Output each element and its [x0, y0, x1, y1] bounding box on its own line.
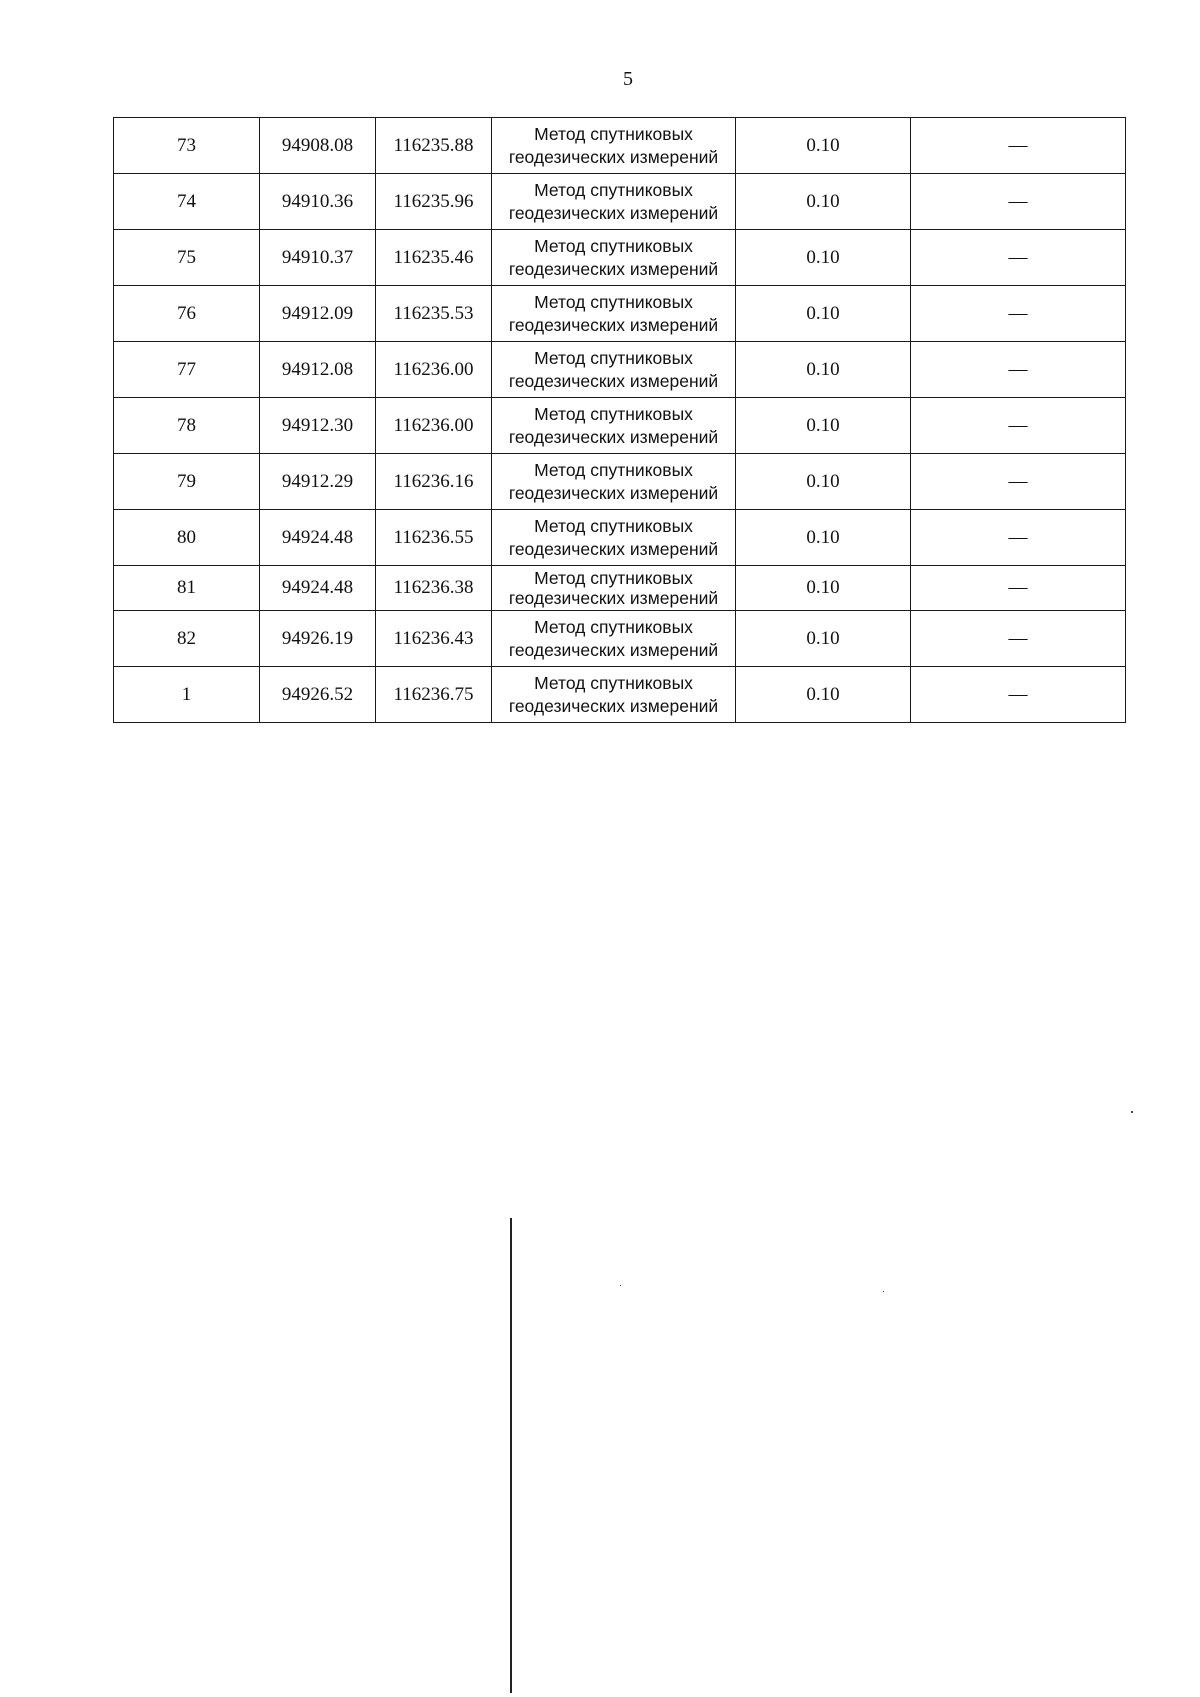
note-cell: —	[911, 566, 1126, 611]
method-cell	[492, 286, 736, 342]
note-cell: —	[911, 510, 1126, 566]
note-cell: —	[911, 342, 1126, 398]
note-cell: —	[911, 230, 1126, 286]
table-row	[114, 174, 1126, 230]
note-cell: —	[911, 398, 1126, 454]
scan-speck	[620, 1285, 621, 1286]
table-row	[114, 286, 1126, 342]
x-coordinate-cell: 94908.08	[260, 118, 376, 174]
coordinates-table	[113, 117, 1126, 723]
method-line-1: Метод спутниковых	[534, 291, 693, 312]
method-line-1: Метод спутниковых	[534, 347, 693, 368]
x-coordinate-cell: 94912.29	[260, 454, 376, 510]
accuracy-cell: 0.10	[736, 118, 911, 174]
accuracy-cell: 0.10	[736, 286, 911, 342]
method-line-2: геодезических измерений	[508, 146, 719, 167]
table-row	[114, 342, 1126, 398]
method-cell	[492, 611, 736, 667]
accuracy-cell: 0.10	[736, 174, 911, 230]
point-number-cell: 78	[114, 398, 260, 454]
y-coordinate-cell: 116236.00	[376, 342, 492, 398]
accuracy-cell: 0.10	[736, 510, 911, 566]
point-number-cell: 75	[114, 230, 260, 286]
method-cell	[492, 510, 736, 566]
accuracy-cell: 0.10	[736, 398, 911, 454]
x-coordinate-cell: 94910.37	[260, 230, 376, 286]
x-coordinate-cell: 94926.19	[260, 611, 376, 667]
scan-speck	[883, 1291, 884, 1292]
method-line-2: геодезических измерений	[508, 588, 719, 608]
method-line-1: Метод спутниковых	[534, 459, 693, 480]
table-row	[114, 118, 1126, 174]
accuracy-cell: 0.10	[736, 667, 911, 723]
page-number: 5	[623, 68, 633, 90]
accuracy-cell: 0.10	[736, 454, 911, 510]
method-line-2: геодезических измерений	[508, 258, 719, 279]
point-number-cell: 81	[114, 566, 260, 611]
method-cell	[492, 398, 736, 454]
method-line-2: геодезических измерений	[508, 202, 719, 223]
x-coordinate-cell: 94924.48	[260, 510, 376, 566]
method-line-2: геодезических измерений	[508, 482, 719, 503]
method-line-1: Метод спутниковых	[534, 123, 693, 144]
y-coordinate-cell: 116236.75	[376, 667, 492, 723]
point-number-cell: 79	[114, 454, 260, 510]
table-row	[114, 667, 1126, 723]
y-coordinate-cell: 116236.43	[376, 611, 492, 667]
x-coordinate-cell: 94926.52	[260, 667, 376, 723]
y-coordinate-cell: 116235.96	[376, 174, 492, 230]
note-cell: —	[911, 286, 1126, 342]
y-coordinate-cell: 116236.38	[376, 566, 492, 611]
method-cell	[492, 342, 736, 398]
point-number-cell: 1	[114, 667, 260, 723]
method-line-1: Метод спутниковых	[534, 235, 693, 256]
method-cell	[492, 174, 736, 230]
method-line-2: геодезических измерений	[508, 538, 719, 559]
method-line-1: Метод спутниковых	[534, 515, 693, 536]
method-line-1: Метод спутниковых	[534, 672, 693, 693]
table-row	[114, 230, 1126, 286]
method-line-1: Метод спутниковых	[534, 403, 693, 424]
table-row	[114, 611, 1126, 667]
y-coordinate-cell: 116236.00	[376, 398, 492, 454]
y-coordinate-cell: 116236.55	[376, 510, 492, 566]
scan-speck	[1131, 1111, 1133, 1113]
note-cell: —	[911, 611, 1126, 667]
accuracy-cell: 0.10	[736, 566, 911, 611]
point-number-cell: 80	[114, 510, 260, 566]
accuracy-cell: 0.10	[736, 342, 911, 398]
method-cell	[492, 230, 736, 286]
point-number-cell: 77	[114, 342, 260, 398]
y-coordinate-cell: 116235.88	[376, 118, 492, 174]
table-row	[114, 510, 1126, 566]
point-number-cell: 73	[114, 118, 260, 174]
method-cell	[492, 566, 736, 611]
method-line-1: Метод спутниковых	[534, 179, 693, 200]
y-coordinate-cell: 116235.53	[376, 286, 492, 342]
method-line-1: Метод спутниковых	[534, 616, 693, 637]
method-line-2: геодезических измерений	[508, 370, 719, 391]
table-row	[114, 454, 1126, 510]
x-coordinate-cell: 94910.36	[260, 174, 376, 230]
note-cell: —	[911, 454, 1126, 510]
method-cell	[492, 667, 736, 723]
table-row	[114, 566, 1126, 611]
vertical-divider-line	[510, 1218, 512, 1693]
point-number-cell: 74	[114, 174, 260, 230]
x-coordinate-cell: 94912.30	[260, 398, 376, 454]
point-number-cell: 82	[114, 611, 260, 667]
y-coordinate-cell: 116236.16	[376, 454, 492, 510]
method-line-2: геодезических измерений	[508, 314, 719, 335]
note-cell: —	[911, 667, 1126, 723]
method-line-2: геодезических измерений	[508, 426, 719, 447]
y-coordinate-cell: 116235.46	[376, 230, 492, 286]
accuracy-cell: 0.10	[736, 230, 911, 286]
method-cell	[492, 454, 736, 510]
method-line-2: геодезических измерений	[508, 695, 719, 716]
x-coordinate-cell: 94912.09	[260, 286, 376, 342]
method-line-1: Метод спутниковых	[534, 568, 693, 588]
note-cell: —	[911, 174, 1126, 230]
x-coordinate-cell: 94912.08	[260, 342, 376, 398]
table-row	[114, 398, 1126, 454]
accuracy-cell: 0.10	[736, 611, 911, 667]
note-cell: —	[911, 118, 1126, 174]
point-number-cell: 76	[114, 286, 260, 342]
method-cell	[492, 118, 736, 174]
method-line-2: геодезических измерений	[508, 639, 719, 660]
x-coordinate-cell: 94924.48	[260, 566, 376, 611]
